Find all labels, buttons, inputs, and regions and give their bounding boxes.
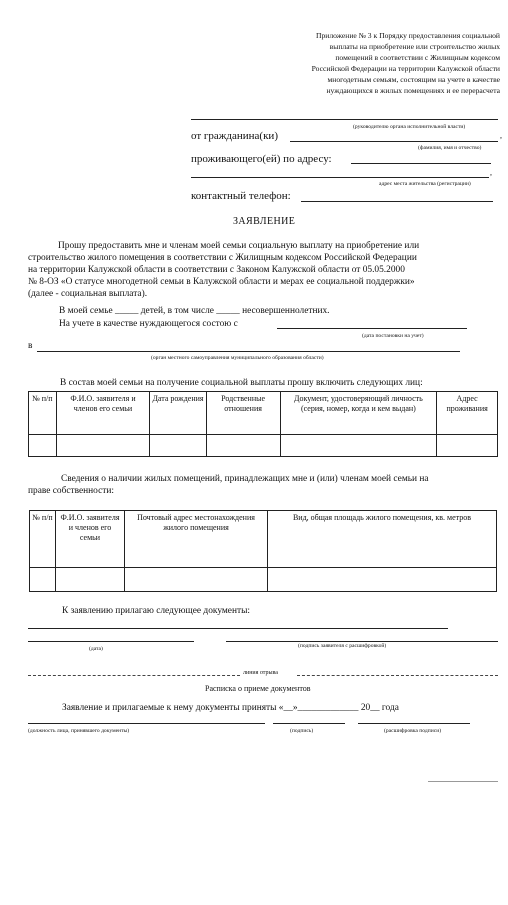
paragraph-line: (далее - социальная выплата). <box>28 289 148 299</box>
family-intro: В состав моей семьи на получение социальной выплаты прошу включить следующих лиц: <box>60 378 423 388</box>
paragraph-line: на территории Калужской области в соответствии с Законом Калужской области от 05.05.2000 <box>28 265 405 275</box>
table-cell[interactable] <box>56 568 125 592</box>
property-intro <box>28 473 429 497</box>
column-header: Вид, общая площадь жилого помещения, кв. метров <box>268 511 497 568</box>
document-title: ЗАЯВЛЕНИЕ <box>233 216 296 227</box>
phone-field[interactable] <box>301 201 493 202</box>
children-line: В моей семье _____ детей, в том числе _____ несовершеннолетних. <box>59 306 330 316</box>
table-cell[interactable] <box>280 435 437 457</box>
column-header: Адрес проживания <box>437 392 498 435</box>
address-field[interactable] <box>351 163 491 164</box>
table-header-row <box>29 392 498 435</box>
receipt-text: Заявление и прилагаемые к нему документы приняты «__»_____________ 20__ года <box>62 703 399 713</box>
from-field[interactable] <box>290 141 498 142</box>
paragraph-line: № 8-ОЗ «О статусе многодетной семьи в Калужской области и мерах ее социальной поддержки» <box>28 277 415 287</box>
comma: , <box>500 131 502 140</box>
address-caption: адрес места жительства (регистрации) <box>379 181 471 187</box>
table-cell[interactable] <box>56 435 150 457</box>
in-label: в <box>28 341 33 351</box>
table-header-row <box>30 511 497 568</box>
address-field-2[interactable] <box>191 177 489 178</box>
appendix-line: нуждающихся в жилых помещениях и ее перерасчета <box>326 86 500 95</box>
column-header: Ф.И.О. заявителя и членов его семьи <box>56 511 125 568</box>
appendix-line: выплаты на приобретение или строительство жилых <box>329 42 500 51</box>
recipient-field[interactable] <box>191 119 498 120</box>
receipt-signature-field[interactable] <box>273 723 345 724</box>
receipt-signature-caption: (подпись) <box>290 728 314 734</box>
column-header: № п/п <box>30 511 56 568</box>
authority-caption: (орган местного самоуправления муниципального образования области) <box>151 355 324 361</box>
footer-rule <box>428 781 498 782</box>
date-caption: (дата) <box>89 646 103 652</box>
registered-caption: (дата постановки на учет) <box>362 333 424 339</box>
column-header: Почтовый адрес местонахождения жилого помещения <box>125 511 268 568</box>
cut-line-right <box>297 675 498 676</box>
family-table <box>28 391 498 457</box>
comma: , <box>490 168 492 177</box>
appendix-note <box>250 30 500 96</box>
from-caption: (фамилия, имя и отчество) <box>418 145 482 151</box>
date-field[interactable] <box>28 641 194 642</box>
receipt-title: Расписка о приеме документов <box>205 684 311 693</box>
cut-line-label: линия отрыва <box>243 670 278 676</box>
position-caption: (должность лица, принявшего документы) <box>28 728 130 734</box>
table-cell[interactable] <box>30 568 56 592</box>
registered-label: На учете в качестве нуждающегося состою с <box>59 319 238 329</box>
authority-field[interactable] <box>37 351 460 352</box>
phone-label: контактный телефон: <box>191 190 291 202</box>
request-paragraph <box>28 240 419 300</box>
position-field[interactable] <box>28 723 265 724</box>
paragraph-line: Прошу предоставить мне и членам моей семьи социальную выплату на приобретение или <box>58 241 420 251</box>
appendix-line: помещений в соответствии с Жилищным кодексом <box>335 53 500 62</box>
registered-date-field[interactable] <box>277 328 467 329</box>
from-label: от гражданина(ки) <box>191 130 278 142</box>
attachments-label: К заявлению прилагаю следующее документы: <box>62 606 250 616</box>
table-row[interactable] <box>29 435 498 457</box>
column-header: № п/п <box>29 392 57 435</box>
table-row[interactable] <box>30 568 497 592</box>
appendix-line: Российской Федерации на территории Калужской области <box>311 64 500 73</box>
decode-field[interactable] <box>358 723 470 724</box>
table-cell[interactable] <box>125 568 268 592</box>
signature-field[interactable] <box>226 641 498 642</box>
decode-caption: (расшифровка подписи) <box>384 728 442 734</box>
recipient-caption: (руководителю органа исполнительной власти) <box>353 124 466 130</box>
column-header: Дата рождения <box>150 392 206 435</box>
cut-line-left <box>28 675 240 676</box>
table-cell[interactable] <box>268 568 497 592</box>
table-cell[interactable] <box>150 435 206 457</box>
attachments-field[interactable] <box>28 628 448 629</box>
table-cell[interactable] <box>437 435 498 457</box>
appendix-line: многодетным семьям, состоящим на учете в качестве <box>327 75 500 84</box>
property-table <box>29 510 497 592</box>
column-header: Родственные отношения <box>206 392 280 435</box>
property-line: праве собственности: <box>28 486 114 496</box>
table-cell[interactable] <box>29 435 57 457</box>
appendix-line: Приложение № 3 к Порядку предоставления социальной <box>316 31 500 40</box>
property-line: Сведения о наличии жилых помещений, принадлежащих мне и (или) членам моей семьи на <box>61 474 429 484</box>
address-label: проживающего(ей) по адресу: <box>191 153 332 165</box>
column-header: Ф.И.О. заявителя и членов его семьи <box>56 392 150 435</box>
table-cell[interactable] <box>206 435 280 457</box>
column-header: Документ, удостоверяющий личность (серия, номер, когда и кем выдан) <box>280 392 437 435</box>
signature-caption: (подпись заявителя с расшифровкой) <box>298 643 387 649</box>
paragraph-line: строительство жилого помещения в соответствии с Жилищным кодексом Российской Федерации <box>28 253 417 263</box>
